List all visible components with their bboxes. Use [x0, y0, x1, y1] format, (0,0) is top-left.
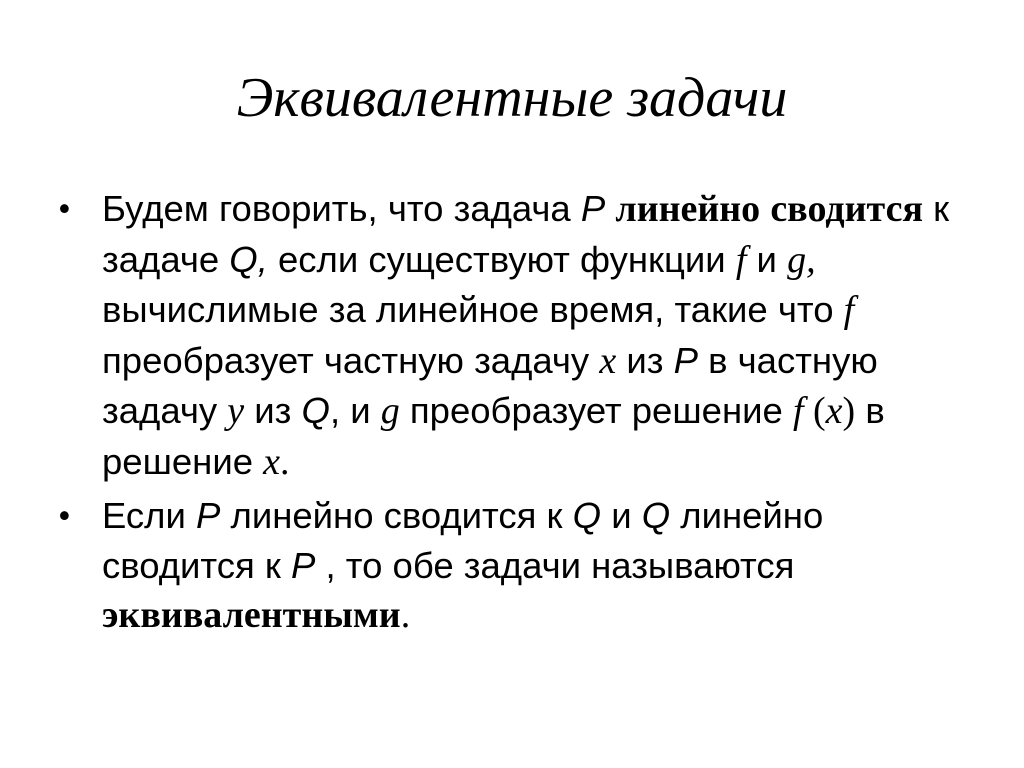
variable-g: g [380, 390, 400, 432]
bullet-item-2 [58, 491, 978, 641]
variable-q: Q, [229, 238, 268, 280]
variable-q: Q [301, 390, 330, 431]
text: преобразует решение [399, 390, 793, 431]
text: к задаче [102, 188, 950, 280]
bold-term: линейно [615, 188, 761, 230]
variable-f: f [792, 390, 804, 432]
text: и [746, 238, 788, 280]
text: вычислимые за линейное время, такие что [102, 289, 844, 330]
variable-q: Q [572, 495, 602, 536]
variable-q: Q [641, 495, 671, 536]
variable-x: x [263, 440, 281, 483]
paren: ( [803, 390, 826, 432]
slide-title: Эквивалентные задачи [236, 67, 788, 129]
text: из [616, 339, 674, 381]
bullet-marker: • [58, 495, 71, 536]
text: линейно сводится к [220, 495, 573, 536]
text: из [244, 390, 302, 431]
variable-x: x [825, 390, 843, 432]
variable-p: P [580, 188, 606, 229]
text: , и [329, 390, 381, 431]
text: линейно сводится к [102, 495, 824, 586]
variable-f: f [735, 238, 747, 281]
text: Будем говорить, что задача [102, 188, 581, 229]
variable-g: g, [787, 238, 816, 281]
text: если существуют функции [267, 238, 736, 280]
variable-x: x [599, 339, 617, 382]
bullet-item-1 [58, 184, 978, 487]
variable-p: P [291, 544, 316, 586]
text: в частную задачу [102, 339, 878, 431]
text: , то обе задачи называются [315, 544, 795, 586]
text: преобразует частную задачу [102, 339, 600, 381]
variable-p: P [196, 495, 221, 536]
bold-term: сводится [770, 188, 924, 230]
period: . [400, 594, 411, 636]
text [760, 188, 770, 229]
bold-term: эквивалентными [102, 594, 401, 636]
variable-p: P [673, 339, 698, 381]
text: Если [102, 495, 197, 536]
variable-y: y [227, 390, 245, 432]
text [605, 188, 615, 229]
bullet-list [58, 184, 978, 645]
paren: ) [842, 390, 856, 432]
text: в решение [102, 390, 885, 482]
variable-f: f [843, 289, 855, 331]
period: . [280, 440, 290, 483]
text: и [601, 495, 642, 536]
bullet-marker: • [58, 188, 71, 229]
